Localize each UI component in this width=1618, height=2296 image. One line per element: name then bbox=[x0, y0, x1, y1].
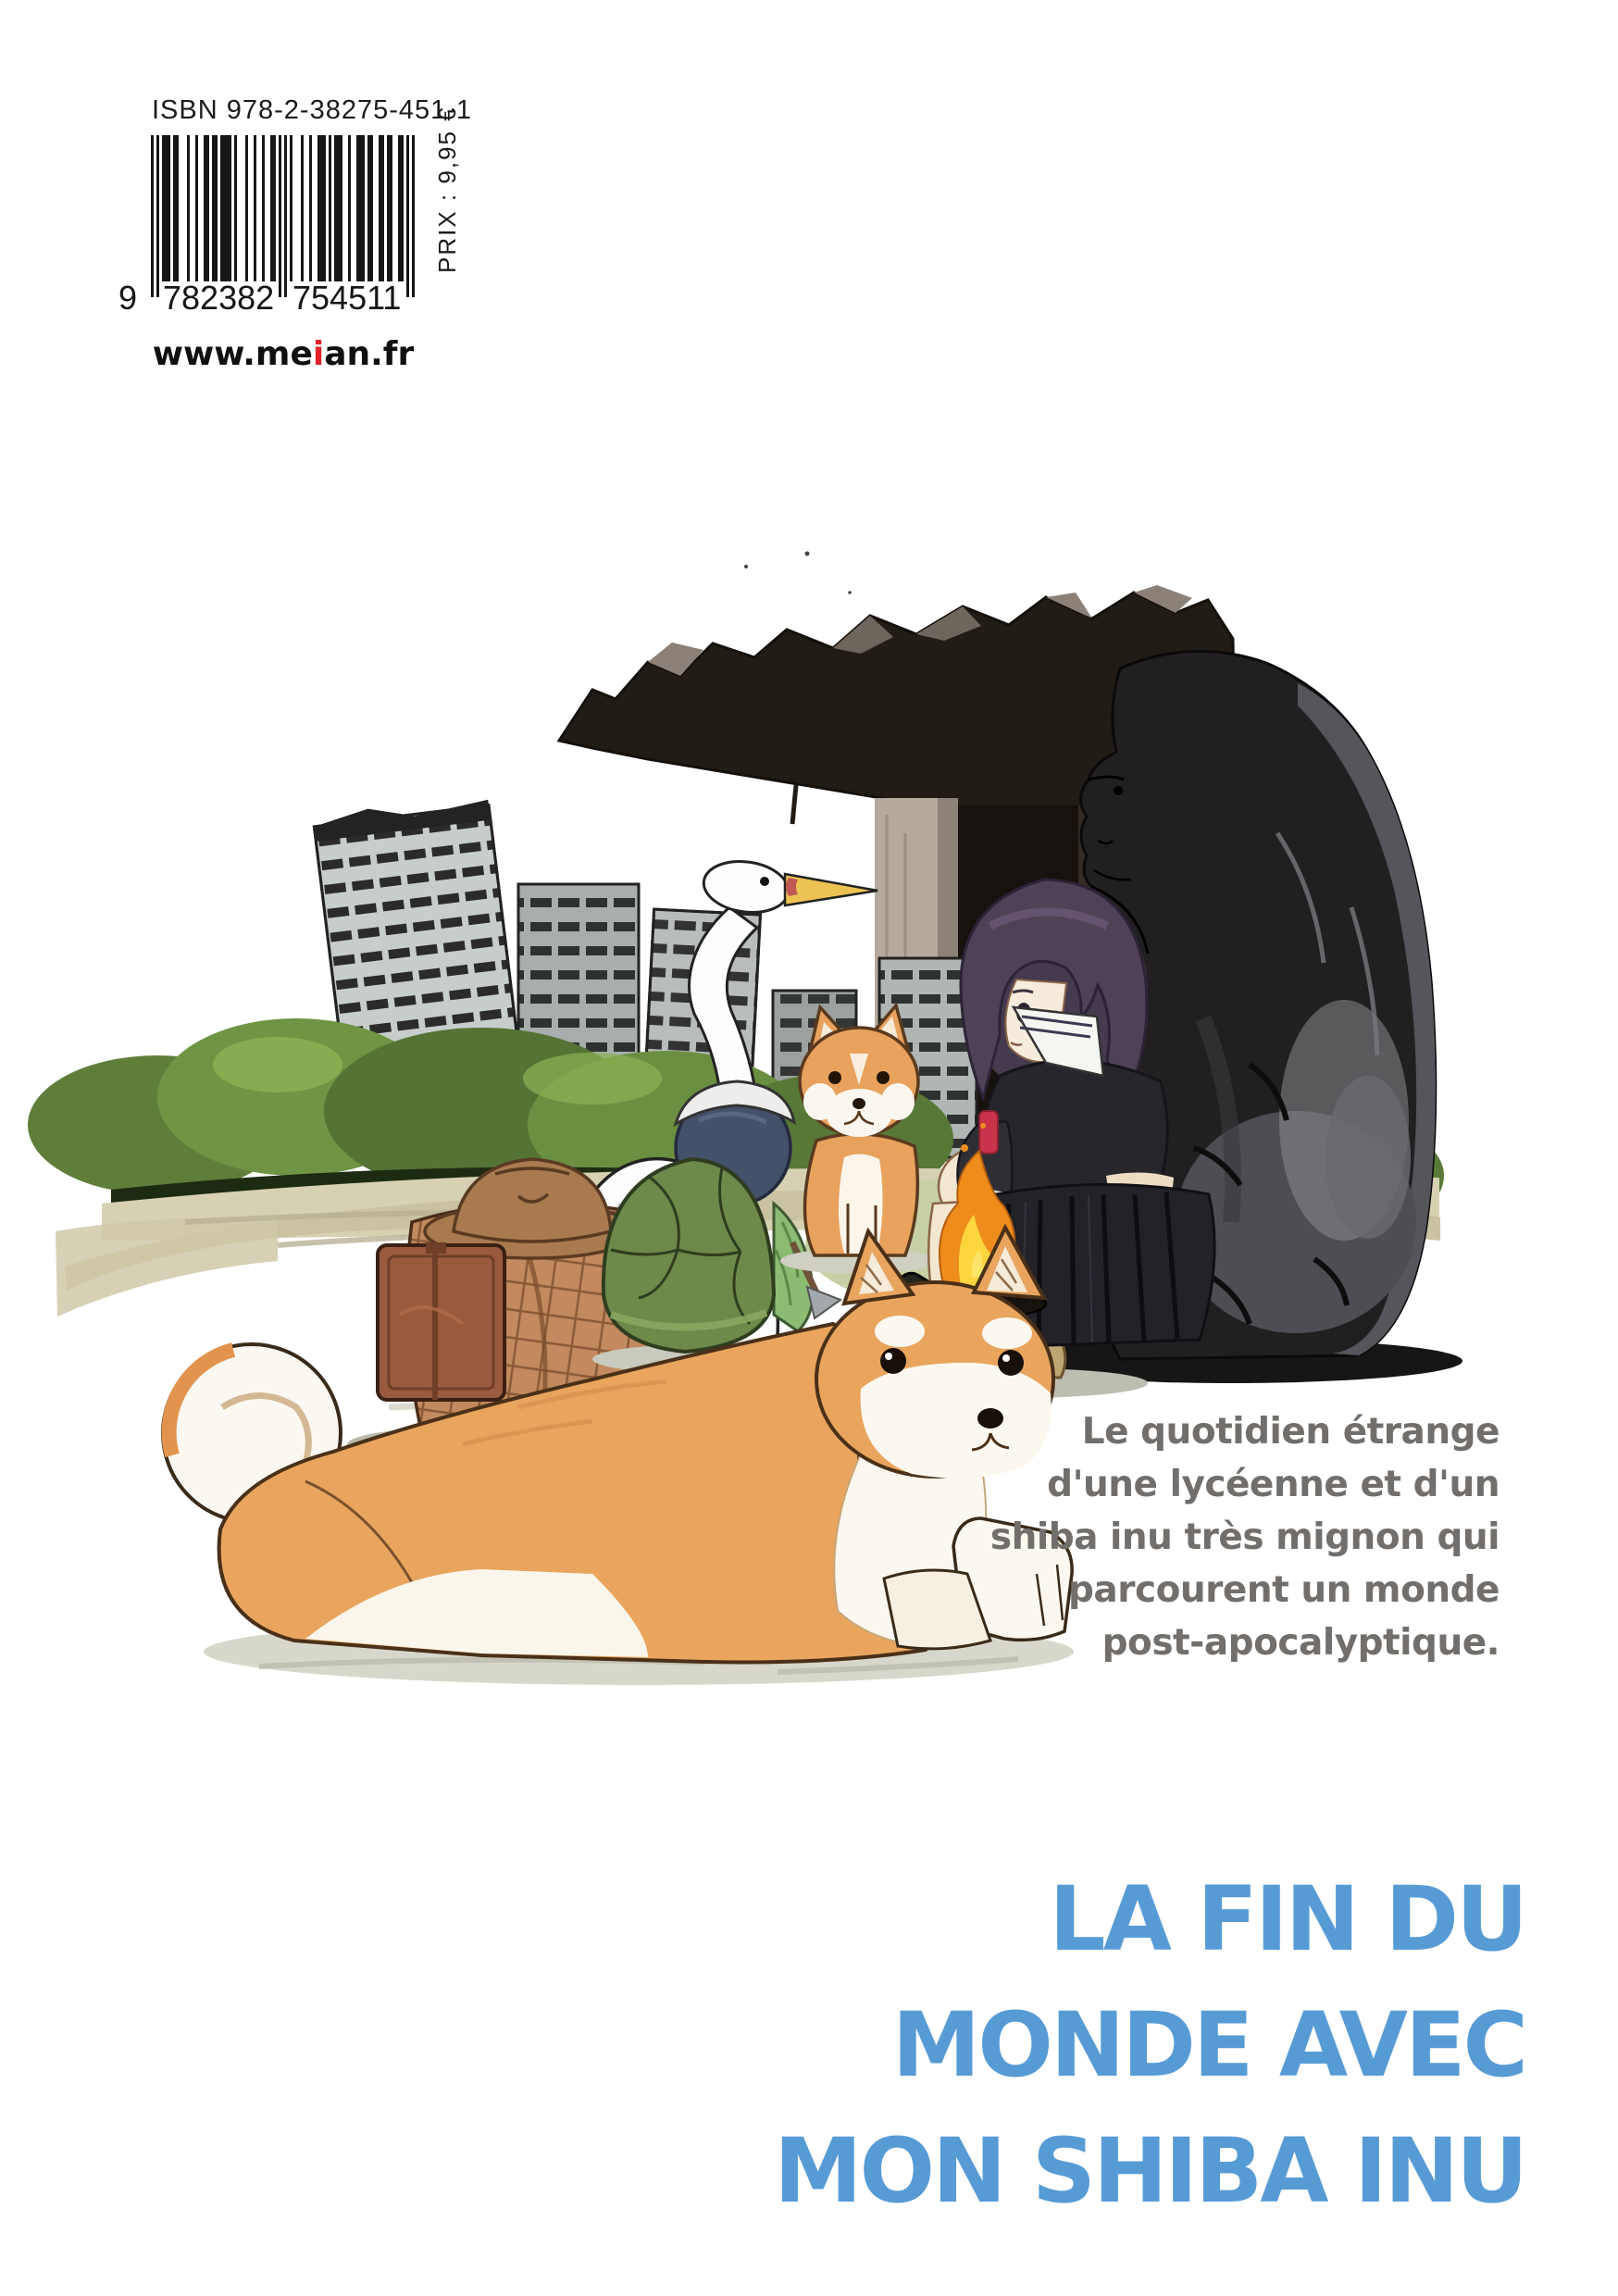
title-line: LA FIN DU bbox=[1049, 1867, 1525, 1971]
blurb-line: post-apocalyptique. bbox=[1101, 1622, 1500, 1664]
title-line: MON SHIBA INU bbox=[773, 2119, 1525, 2223]
website-suffix: an.fr bbox=[324, 335, 415, 373]
publisher-website bbox=[139, 335, 428, 373]
blurb-line: parcourent un monde bbox=[1068, 1569, 1500, 1611]
title-line: MONDE AVEC bbox=[891, 1993, 1525, 2097]
price-label: PRIX : 9,95 € bbox=[433, 106, 461, 273]
isbn-label: ISBN 978-2-38275-451-1 bbox=[152, 95, 473, 125]
ean-right-digits: 754511 bbox=[292, 279, 402, 317]
website-prefix: www.me bbox=[152, 335, 313, 373]
ean13-barcode bbox=[151, 135, 415, 297]
book-title bbox=[774, 1856, 1525, 2234]
back-cover-blurb bbox=[990, 1405, 1500, 1669]
blurb-line: Le quotidien étrange bbox=[1081, 1411, 1500, 1453]
blurb-line: d'une lycéenne et d'un bbox=[1047, 1464, 1500, 1505]
blurb-line: shiba inu très mignon qui bbox=[989, 1516, 1500, 1558]
dust-specks bbox=[744, 552, 852, 594]
ean-left-digits: 782382 bbox=[163, 279, 275, 317]
website-accent-letter: i bbox=[312, 335, 325, 373]
ean-lead-digit: 9 bbox=[118, 279, 138, 317]
leather-suitcase bbox=[378, 1242, 504, 1400]
